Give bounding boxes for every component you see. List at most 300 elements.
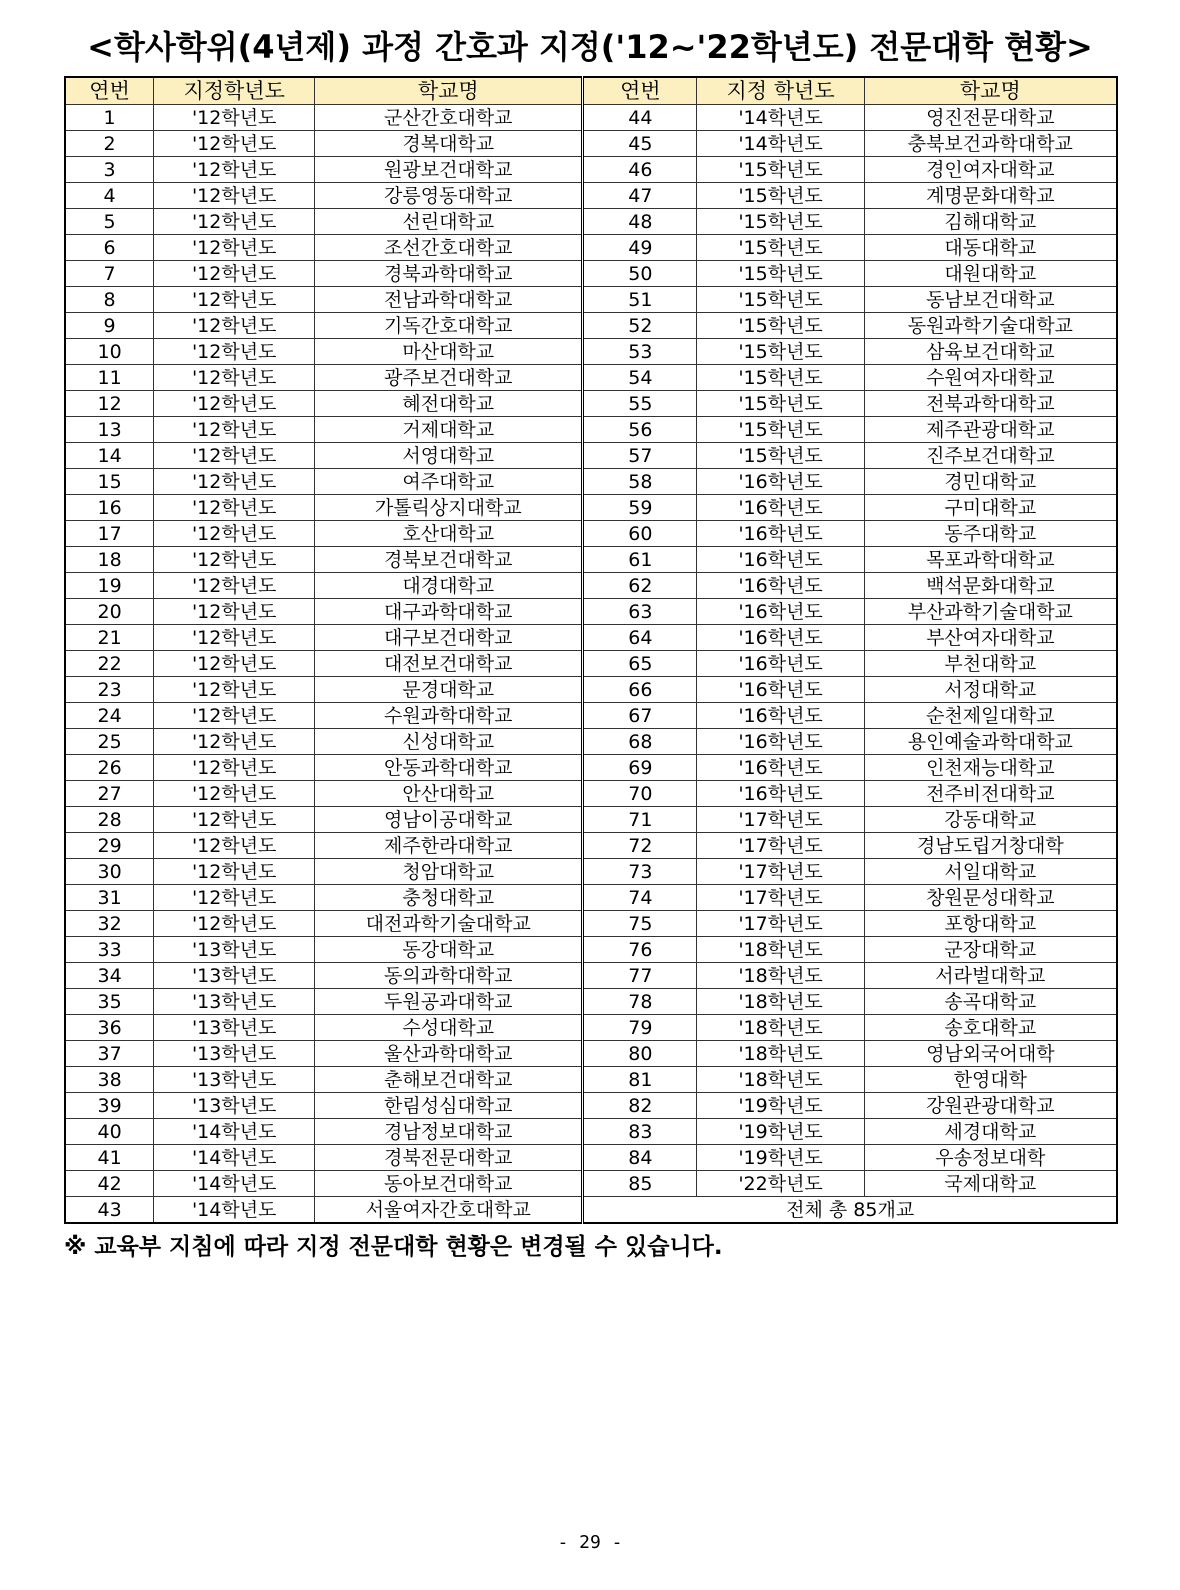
row-year-2: '16학년도 — [697, 521, 864, 547]
row-no-2: 63 — [583, 599, 697, 625]
row-year: '12학년도 — [154, 261, 315, 287]
row-year-2: '18학년도 — [697, 1041, 864, 1067]
table-row — [65, 859, 1117, 885]
row-year: '12학년도 — [154, 859, 315, 885]
row-school-2: 강동대학교 — [864, 807, 1117, 833]
row-school-2: 제주관광대학교 — [864, 417, 1117, 443]
row-school: 한림성심대학교 — [315, 1093, 583, 1119]
row-year: '12학년도 — [154, 547, 315, 573]
table-row — [65, 703, 1117, 729]
row-no: 4 — [65, 183, 154, 209]
row-year-2: '16학년도 — [697, 729, 864, 755]
row-school: 춘해보건대학교 — [315, 1067, 583, 1093]
row-school: 대구과학대학교 — [315, 599, 583, 625]
table-row — [65, 469, 1117, 495]
row-no: 43 — [65, 1197, 154, 1224]
row-school-2: 한영대학 — [864, 1067, 1117, 1093]
row-year-2: '16학년도 — [697, 469, 864, 495]
row-no: 23 — [65, 677, 154, 703]
row-no-2: 48 — [583, 209, 697, 235]
table-row — [65, 625, 1117, 651]
row-no: 25 — [65, 729, 154, 755]
row-school: 강릉영동대학교 — [315, 183, 583, 209]
row-no-2: 52 — [583, 313, 697, 339]
table-row — [65, 339, 1117, 365]
row-no-2: 80 — [583, 1041, 697, 1067]
table-row — [65, 1041, 1117, 1067]
row-school: 여주대학교 — [315, 469, 583, 495]
row-school-2: 동원과학기술대학교 — [864, 313, 1117, 339]
row-year-2: '16학년도 — [697, 573, 864, 599]
row-no-2: 61 — [583, 547, 697, 573]
row-school-2: 전북과학대학교 — [864, 391, 1117, 417]
row-year-2: '14학년도 — [697, 105, 864, 131]
row-school-2: 영남외국어대학 — [864, 1041, 1117, 1067]
row-no-2: 56 — [583, 417, 697, 443]
row-school-2: 구미대학교 — [864, 495, 1117, 521]
row-year-2: '17학년도 — [697, 859, 864, 885]
row-no-2: 69 — [583, 755, 697, 781]
table-header-row — [65, 77, 1117, 105]
row-school-2: 수원여자대학교 — [864, 365, 1117, 391]
row-year-2: '16학년도 — [697, 547, 864, 573]
table-row — [65, 391, 1117, 417]
row-school-2: 전주비전대학교 — [864, 781, 1117, 807]
row-school: 동아보건대학교 — [315, 1171, 583, 1197]
row-no-2: 60 — [583, 521, 697, 547]
row-year: '13학년도 — [154, 1015, 315, 1041]
row-no: 14 — [65, 443, 154, 469]
row-no: 12 — [65, 391, 154, 417]
row-year-2: '16학년도 — [697, 495, 864, 521]
table-row — [65, 677, 1117, 703]
row-year-2: '15학년도 — [697, 391, 864, 417]
row-school-2: 대동대학교 — [864, 235, 1117, 261]
row-school-2: 동남보건대학교 — [864, 287, 1117, 313]
row-no: 6 — [65, 235, 154, 261]
row-year: '12학년도 — [154, 625, 315, 651]
row-school-2: 순천제일대학교 — [864, 703, 1117, 729]
row-year: '12학년도 — [154, 105, 315, 131]
row-no: 41 — [65, 1145, 154, 1171]
row-year: '12학년도 — [154, 521, 315, 547]
row-school: 경복대학교 — [315, 131, 583, 157]
row-year-2: '16학년도 — [697, 677, 864, 703]
row-school-2: 서라벌대학교 — [864, 963, 1117, 989]
table-row — [65, 131, 1117, 157]
row-school: 수성대학교 — [315, 1015, 583, 1041]
row-no-2: 78 — [583, 989, 697, 1015]
row-no-2: 74 — [583, 885, 697, 911]
total-count: 전체 총 85개교 — [583, 1197, 1117, 1224]
row-school: 기독간호대학교 — [315, 313, 583, 339]
row-no-2: 72 — [583, 833, 697, 859]
row-no: 30 — [65, 859, 154, 885]
table-row — [65, 989, 1117, 1015]
row-no: 36 — [65, 1015, 154, 1041]
table-row — [65, 157, 1117, 183]
row-year: '12학년도 — [154, 729, 315, 755]
row-year: '12학년도 — [154, 313, 315, 339]
row-year: '12학년도 — [154, 885, 315, 911]
row-school: 영남이공대학교 — [315, 807, 583, 833]
row-year: '12학년도 — [154, 781, 315, 807]
row-school-2: 목포과학대학교 — [864, 547, 1117, 573]
row-no-2: 46 — [583, 157, 697, 183]
row-school-2: 우송정보대학 — [864, 1145, 1117, 1171]
table-row — [65, 755, 1117, 781]
row-year-2: '17학년도 — [697, 833, 864, 859]
row-year-2: '18학년도 — [697, 1067, 864, 1093]
row-no: 3 — [65, 157, 154, 183]
row-no: 38 — [65, 1067, 154, 1093]
row-year: '13학년도 — [154, 1067, 315, 1093]
row-school: 경북과학대학교 — [315, 261, 583, 287]
row-school-2: 부천대학교 — [864, 651, 1117, 677]
row-no: 18 — [65, 547, 154, 573]
row-year: '12학년도 — [154, 807, 315, 833]
table-row — [65, 781, 1117, 807]
row-no: 28 — [65, 807, 154, 833]
row-year-2: '15학년도 — [697, 443, 864, 469]
row-school-2: 국제대학교 — [864, 1171, 1117, 1197]
row-no: 16 — [65, 495, 154, 521]
row-year-2: '15학년도 — [697, 365, 864, 391]
table-row — [65, 287, 1117, 313]
row-year: '12학년도 — [154, 651, 315, 677]
row-school-2: 충북보건과학대학교 — [864, 131, 1117, 157]
row-year-2: '15학년도 — [697, 261, 864, 287]
table-row — [65, 573, 1117, 599]
row-year: '14학년도 — [154, 1145, 315, 1171]
row-no: 34 — [65, 963, 154, 989]
row-no-2: 53 — [583, 339, 697, 365]
row-school: 가톨릭상지대학교 — [315, 495, 583, 521]
row-no: 20 — [65, 599, 154, 625]
row-school-2: 서일대학교 — [864, 859, 1117, 885]
row-no: 17 — [65, 521, 154, 547]
row-year: '14학년도 — [154, 1119, 315, 1145]
row-school-2: 영진전문대학교 — [864, 105, 1117, 131]
row-school-2: 백석문화대학교 — [864, 573, 1117, 599]
table-row — [65, 183, 1117, 209]
row-no-2: 77 — [583, 963, 697, 989]
row-year-2: '17학년도 — [697, 885, 864, 911]
row-year: '12학년도 — [154, 677, 315, 703]
row-year: '12학년도 — [154, 911, 315, 937]
row-school: 마산대학교 — [315, 339, 583, 365]
row-no-2: 64 — [583, 625, 697, 651]
row-year-2: '16학년도 — [697, 703, 864, 729]
table-row — [65, 885, 1117, 911]
table-row — [65, 209, 1117, 235]
row-no: 22 — [65, 651, 154, 677]
row-school-2: 계명문화대학교 — [864, 183, 1117, 209]
row-no: 31 — [65, 885, 154, 911]
row-school: 청암대학교 — [315, 859, 583, 885]
row-no-2: 65 — [583, 651, 697, 677]
row-year-2: '18학년도 — [697, 989, 864, 1015]
row-year-2: '14학년도 — [697, 131, 864, 157]
row-year-2: '19학년도 — [697, 1145, 864, 1171]
row-no: 8 — [65, 287, 154, 313]
row-year-2: '16학년도 — [697, 755, 864, 781]
row-year: '12학년도 — [154, 235, 315, 261]
row-year: '12학년도 — [154, 157, 315, 183]
row-school: 울산과학대학교 — [315, 1041, 583, 1067]
row-school: 경남정보대학교 — [315, 1119, 583, 1145]
row-year: '12학년도 — [154, 209, 315, 235]
row-school-2: 김해대학교 — [864, 209, 1117, 235]
row-school: 안산대학교 — [315, 781, 583, 807]
row-school-2: 동주대학교 — [864, 521, 1117, 547]
table-row — [65, 651, 1117, 677]
table-row — [65, 807, 1117, 833]
row-school: 선린대학교 — [315, 209, 583, 235]
row-school: 대전보건대학교 — [315, 651, 583, 677]
row-year-2: '15학년도 — [697, 417, 864, 443]
row-school-2: 세경대학교 — [864, 1119, 1117, 1145]
row-no-2: 51 — [583, 287, 697, 313]
row-no: 33 — [65, 937, 154, 963]
table-row — [65, 1119, 1117, 1145]
row-school: 신성대학교 — [315, 729, 583, 755]
row-no: 37 — [65, 1041, 154, 1067]
row-year-2: '15학년도 — [697, 183, 864, 209]
table-row — [65, 417, 1117, 443]
table-row — [65, 547, 1117, 573]
row-no: 29 — [65, 833, 154, 859]
row-school: 군산간호대학교 — [315, 105, 583, 131]
row-year-2: '15학년도 — [697, 235, 864, 261]
row-school: 충청대학교 — [315, 885, 583, 911]
row-year: '13학년도 — [154, 1093, 315, 1119]
header-designated-year-2: 지정 학년도 — [697, 77, 864, 105]
row-no-2: 47 — [583, 183, 697, 209]
table-row — [65, 911, 1117, 937]
row-no: 5 — [65, 209, 154, 235]
row-year-2: '19학년도 — [697, 1093, 864, 1119]
row-no: 15 — [65, 469, 154, 495]
row-no-2: 73 — [583, 859, 697, 885]
table-row — [65, 261, 1117, 287]
row-no: 7 — [65, 261, 154, 287]
row-year-2: '18학년도 — [697, 1015, 864, 1041]
row-year: '12학년도 — [154, 469, 315, 495]
row-school-2: 포항대학교 — [864, 911, 1117, 937]
row-year-2: '15학년도 — [697, 157, 864, 183]
row-school-2: 삼육보건대학교 — [864, 339, 1117, 365]
row-no-2: 76 — [583, 937, 697, 963]
row-year-2: '16학년도 — [697, 781, 864, 807]
row-school: 제주한라대학교 — [315, 833, 583, 859]
row-no: 13 — [65, 417, 154, 443]
row-no: 24 — [65, 703, 154, 729]
row-year-2: '17학년도 — [697, 911, 864, 937]
row-no-2: 84 — [583, 1145, 697, 1171]
row-year: '13학년도 — [154, 963, 315, 989]
row-year-2: '15학년도 — [697, 209, 864, 235]
row-school: 거제대학교 — [315, 417, 583, 443]
row-no: 21 — [65, 625, 154, 651]
row-no-2: 79 — [583, 1015, 697, 1041]
row-no-2: 71 — [583, 807, 697, 833]
row-year: '12학년도 — [154, 443, 315, 469]
row-school-2: 대원대학교 — [864, 261, 1117, 287]
row-school: 광주보건대학교 — [315, 365, 583, 391]
row-no-2: 67 — [583, 703, 697, 729]
row-school-2: 경인여자대학교 — [864, 157, 1117, 183]
row-year: '14학년도 — [154, 1171, 315, 1197]
row-no-2: 81 — [583, 1067, 697, 1093]
row-no-2: 54 — [583, 365, 697, 391]
row-no: 39 — [65, 1093, 154, 1119]
row-no-2: 45 — [583, 131, 697, 157]
row-no: 11 — [65, 365, 154, 391]
row-year: '12학년도 — [154, 417, 315, 443]
row-no: 27 — [65, 781, 154, 807]
table-row — [65, 833, 1117, 859]
row-school-2: 진주보건대학교 — [864, 443, 1117, 469]
row-no-2: 44 — [583, 105, 697, 131]
row-school: 조선간호대학교 — [315, 235, 583, 261]
table-row — [65, 105, 1117, 131]
row-school-2: 부산과학기술대학교 — [864, 599, 1117, 625]
row-school: 대경대학교 — [315, 573, 583, 599]
row-school-2: 강원관광대학교 — [864, 1093, 1117, 1119]
row-year-2: '15학년도 — [697, 287, 864, 313]
row-school: 대구보건대학교 — [315, 625, 583, 651]
row-no-2: 59 — [583, 495, 697, 521]
row-school: 서울여자간호대학교 — [315, 1197, 583, 1224]
row-year: '12학년도 — [154, 391, 315, 417]
row-year: '12학년도 — [154, 495, 315, 521]
row-year: '12학년도 — [154, 131, 315, 157]
row-school-2: 송호대학교 — [864, 1015, 1117, 1041]
row-year: '12학년도 — [154, 183, 315, 209]
row-school: 안동과학대학교 — [315, 755, 583, 781]
row-no-2: 82 — [583, 1093, 697, 1119]
table-row — [65, 495, 1117, 521]
row-school: 두원공과대학교 — [315, 989, 583, 1015]
row-no-2: 70 — [583, 781, 697, 807]
table-row — [65, 1015, 1117, 1041]
header-no-2: 연번 — [583, 77, 697, 105]
row-school: 원광보건대학교 — [315, 157, 583, 183]
table-row — [65, 1171, 1117, 1197]
table-row — [65, 1067, 1117, 1093]
row-no-2: 66 — [583, 677, 697, 703]
table-row — [65, 521, 1117, 547]
table-row — [65, 599, 1117, 625]
table-row — [65, 1197, 1117, 1224]
table-row — [65, 963, 1117, 989]
row-year-2: '22학년도 — [697, 1171, 864, 1197]
row-no-2: 83 — [583, 1119, 697, 1145]
row-no-2: 50 — [583, 261, 697, 287]
row-year: '12학년도 — [154, 755, 315, 781]
header-school-name: 학교명 — [315, 77, 583, 105]
table-row — [65, 365, 1117, 391]
row-school: 동강대학교 — [315, 937, 583, 963]
table-row — [65, 235, 1117, 261]
row-school: 수원과학대학교 — [315, 703, 583, 729]
row-year-2: '16학년도 — [697, 599, 864, 625]
row-school: 전남과학대학교 — [315, 287, 583, 313]
row-no: 42 — [65, 1171, 154, 1197]
footnote: ※ 교육부 지침에 따라 지정 전문대학 현황은 변경될 수 있습니다. — [64, 1234, 723, 1260]
row-school-2: 경남도립거창대학 — [864, 833, 1117, 859]
row-no: 19 — [65, 573, 154, 599]
row-school-2: 용인예술과학대학교 — [864, 729, 1117, 755]
row-no-2: 58 — [583, 469, 697, 495]
row-school-2: 송곡대학교 — [864, 989, 1117, 1015]
table-row — [65, 1145, 1117, 1171]
page-number: - 29 - — [557, 1532, 623, 1553]
row-no: 26 — [65, 755, 154, 781]
row-no-2: 85 — [583, 1171, 697, 1197]
row-no-2: 57 — [583, 443, 697, 469]
row-no-2: 62 — [583, 573, 697, 599]
header-school-name-2: 학교명 — [864, 77, 1117, 105]
row-school: 호산대학교 — [315, 521, 583, 547]
row-year: '12학년도 — [154, 287, 315, 313]
row-school: 서영대학교 — [315, 443, 583, 469]
row-no: 35 — [65, 989, 154, 1015]
row-year-2: '15학년도 — [697, 339, 864, 365]
row-year: '12학년도 — [154, 365, 315, 391]
row-year-2: '16학년도 — [697, 651, 864, 677]
row-school-2: 부산여자대학교 — [864, 625, 1117, 651]
row-no: 40 — [65, 1119, 154, 1145]
row-no: 32 — [65, 911, 154, 937]
row-year: '13학년도 — [154, 1041, 315, 1067]
row-year-2: '15학년도 — [697, 313, 864, 339]
row-year-2: '18학년도 — [697, 963, 864, 989]
table-row — [65, 729, 1117, 755]
row-year-2: '18학년도 — [697, 937, 864, 963]
row-school: 동의과학대학교 — [315, 963, 583, 989]
row-year: '12학년도 — [154, 703, 315, 729]
header-designated-year: 지정학년도 — [154, 77, 315, 105]
table-row — [65, 313, 1117, 339]
row-no-2: 75 — [583, 911, 697, 937]
table-row — [65, 1093, 1117, 1119]
row-school-2: 인천재능대학교 — [864, 755, 1117, 781]
row-year: '12학년도 — [154, 599, 315, 625]
row-no: 2 — [65, 131, 154, 157]
row-no: 9 — [65, 313, 154, 339]
row-year-2: '19학년도 — [697, 1119, 864, 1145]
header-no: 연번 — [65, 77, 154, 105]
row-year: '13학년도 — [154, 937, 315, 963]
row-no: 10 — [65, 339, 154, 365]
table-row — [65, 443, 1117, 469]
row-school-2: 창원문성대학교 — [864, 885, 1117, 911]
row-no: 1 — [65, 105, 154, 131]
row-no-2: 68 — [583, 729, 697, 755]
row-school: 경북전문대학교 — [315, 1145, 583, 1171]
row-year: '12학년도 — [154, 573, 315, 599]
row-no-2: 55 — [583, 391, 697, 417]
row-year: '12학년도 — [154, 833, 315, 859]
row-school: 혜전대학교 — [315, 391, 583, 417]
row-year: '12학년도 — [154, 339, 315, 365]
row-no-2: 49 — [583, 235, 697, 261]
row-year-2: '16학년도 — [697, 625, 864, 651]
row-school: 경북보건대학교 — [315, 547, 583, 573]
row-school-2: 서정대학교 — [864, 677, 1117, 703]
